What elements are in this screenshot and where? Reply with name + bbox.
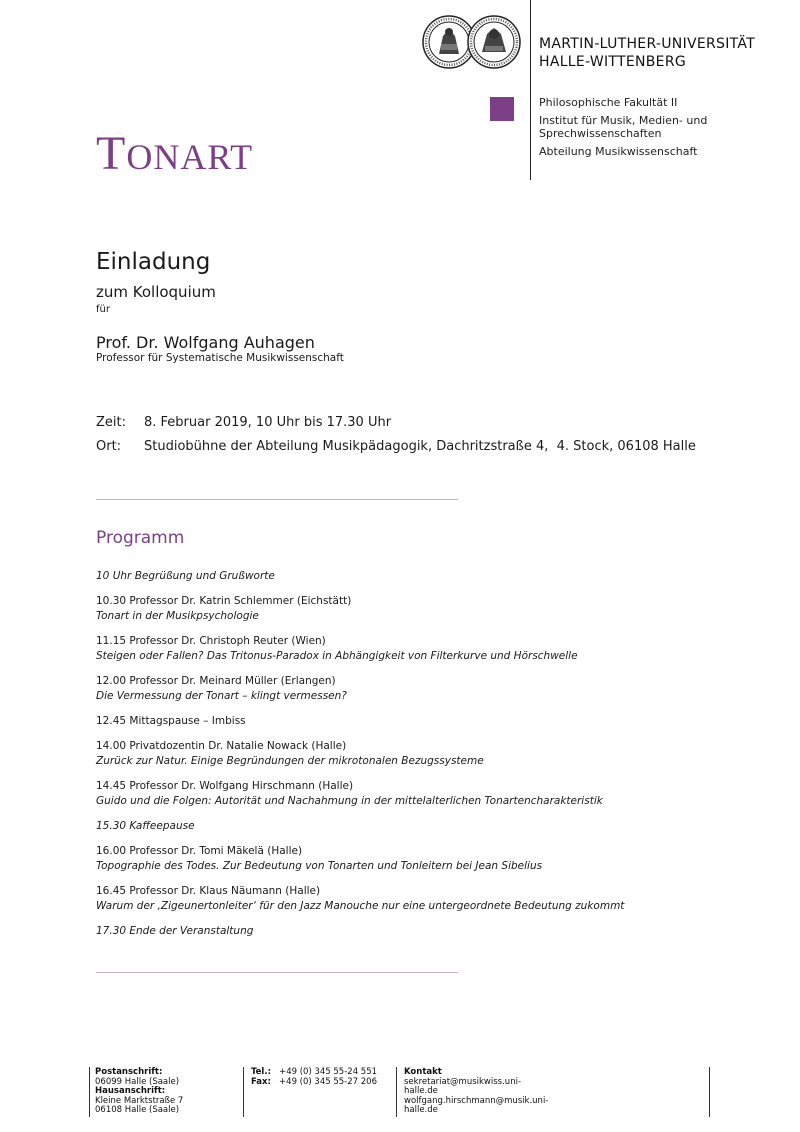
university-name-line: HALLE-WITTENBERG <box>539 54 687 70</box>
program-item-talk: Warum der ‚Zigeunertonleiter‘ für den Jazz Manouche nur eine untergeordnete Bedeutung zukommt <box>96 900 625 912</box>
honoree-role: Professor für Systematische Musikwissenschaft <box>96 352 344 364</box>
program-item <box>96 674 716 704</box>
institute-name: Institut für Musik, Medien- und Sprechwissenschaften <box>539 114 708 140</box>
tel-label: Tel.: <box>251 1067 271 1077</box>
time-label: Zeit: <box>96 415 126 430</box>
university-name <box>539 35 755 71</box>
footer-divider <box>709 1067 710 1117</box>
program-item-talk: Steigen oder Fallen? Das Tritonus-Paradox in Abhängigkeit von Filterkurve und Hörschwelle <box>96 650 578 662</box>
divider-bottom <box>96 972 458 973</box>
header-divider <box>530 0 531 180</box>
contact-label: Kontakt <box>404 1067 442 1077</box>
contact-email[interactable]: wolfgang.hirschmann@musik.uni- <box>404 1095 549 1106</box>
program-item <box>96 779 716 809</box>
invitation-heading: Einladung <box>96 249 211 275</box>
university-seal-left-icon <box>423 16 475 68</box>
time-value: 8. Februar 2019, 10 Uhr bis 17.30 Uhr <box>144 415 392 430</box>
university-seal-right-icon <box>468 16 520 68</box>
program-item <box>96 844 716 874</box>
house-label: Hausanschrift: <box>95 1086 166 1097</box>
program-item-talk: Guido und die Folgen: Autorität und Nachahmung in der mittelalterlichen Tonartencharakteristik <box>96 795 603 807</box>
contact-email[interactable]: sekretariat@musikwiss.uni- <box>404 1076 522 1087</box>
program-item-line1: 10 Uhr Begrüßung und Grußworte <box>96 570 275 582</box>
contact-email[interactable]: halle.de <box>404 1105 438 1116</box>
program-item-line1: 15.30 Kaffeepause <box>96 820 195 832</box>
faculty-name: Philosophische Fakultät II <box>539 96 678 109</box>
program-item-line1: 16.45 Professor Dr. Klaus Näumann (Halle) <box>96 885 321 897</box>
program-item-line1: 12.00 Professor Dr. Meinard Müller (Erlangen) <box>96 675 336 687</box>
program-item-talk: Die Vermessung der Tonart – klingt vermessen? <box>96 690 347 702</box>
footer-phone <box>251 1068 377 1087</box>
program-item-line1: 14.00 Privatdozentin Dr. Natalie Nowack (Halle) <box>96 740 347 752</box>
program-item-line1: 17.30 Ende der Veranstaltung <box>96 925 254 937</box>
program-item <box>96 569 716 584</box>
page-title-rest: ONART <box>126 137 254 177</box>
program-item-line1: 11.15 Professor Dr. Christoph Reuter (Wien) <box>96 635 326 647</box>
footer-contact <box>404 1068 548 1116</box>
program-item-line1: 10.30 Professor Dr. Katrin Schlemmer (Eichstätt) <box>96 595 352 607</box>
divider-top <box>96 499 458 500</box>
program-item-line1: 12.45 Mittagspause – Imbiss <box>96 715 246 727</box>
program-item-talk: Topographie des Todes. Zur Bedeutung von Tonarten und Tonleitern bei Jean Sibelius <box>96 860 543 872</box>
program-item-line1: 14.45 Professor Dr. Wolfgang Hirschmann (Halle) <box>96 780 354 792</box>
fax-label: Fax: <box>251 1076 271 1087</box>
program-item-talk: Tonart in der Musikpsychologie <box>96 610 259 622</box>
program-item <box>96 634 716 664</box>
faculty-block <box>539 96 739 163</box>
honoree-name: Prof. Dr. Wolfgang Auhagen <box>96 333 315 352</box>
house-line: 06108 Halle (Saale) <box>95 1105 180 1116</box>
program-title: Programm <box>96 528 185 548</box>
footer-divider <box>396 1067 397 1117</box>
program-item <box>96 884 716 914</box>
program-item <box>96 714 716 729</box>
fax-value: +49 (0) 345 55-27 206 <box>279 1076 377 1087</box>
footer-address <box>95 1068 183 1116</box>
program-list <box>96 569 716 949</box>
program-item-line1: 16.00 Professor Dr. Tomi Mäkelä (Halle) <box>96 845 303 857</box>
footer-divider <box>89 1067 90 1117</box>
program-item <box>96 594 716 624</box>
tel-value: +49 (0) 345 55-24 551 <box>279 1067 378 1077</box>
postal-line: 06099 Halle (Saale) <box>95 1076 180 1087</box>
university-seals <box>421 14 521 70</box>
program-item <box>96 924 716 939</box>
program-item <box>96 819 716 834</box>
university-name-line: MARTIN-LUTHER-UNIVERSITÄT <box>539 36 756 52</box>
page-title <box>96 126 253 181</box>
program-item <box>96 739 716 769</box>
place-value: Studiobühne der Abteilung Musikpädagogik, Dachritzstraße 4, 4. Stock, 06108 Halle <box>144 439 696 454</box>
page-title-initial: T <box>96 127 127 180</box>
invitation-subheading: zum Kolloquium <box>96 283 216 301</box>
invitation-for: für <box>96 304 110 315</box>
department-name: Abteilung Musikwissenschaft <box>539 145 698 158</box>
program-item-talk: Zurück zur Natur. Einige Begründungen der mikrotonalen Bezugssysteme <box>96 755 484 767</box>
footer-divider <box>243 1067 244 1117</box>
contact-email[interactable]: halle.de <box>404 1086 438 1097</box>
accent-square <box>490 97 514 121</box>
postal-label: Postanschrift: <box>95 1067 163 1077</box>
house-line: Kleine Marktstraße 7 <box>95 1095 184 1106</box>
place-label: Ort: <box>96 439 122 454</box>
